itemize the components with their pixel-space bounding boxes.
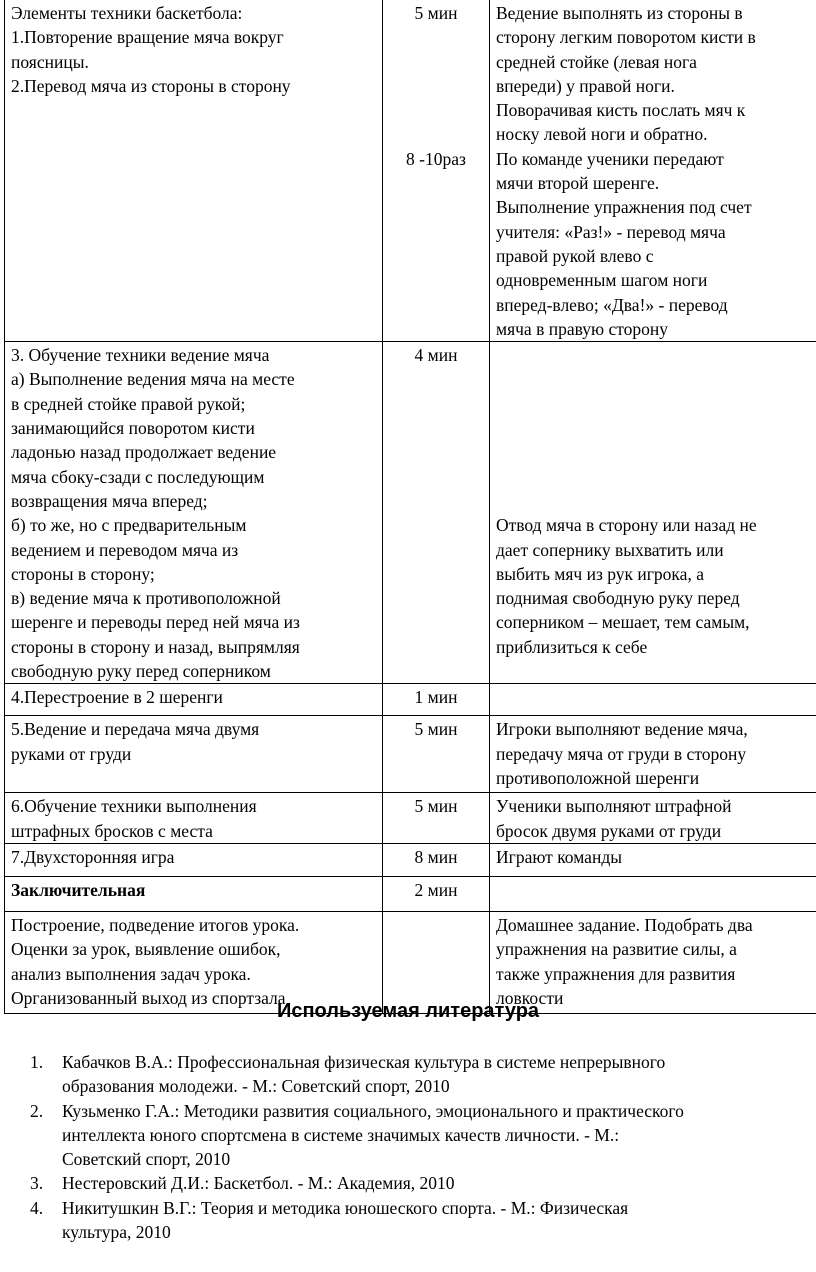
cell-line: Построение, подведение итогов урока. <box>11 914 300 935</box>
cell-line: Организованный выход из спортзала <box>11 987 286 1008</box>
list-item-line: Кузьменко Г.А.: Методики развития социального, эмоционального и практического <box>62 1100 684 1121</box>
cell-line: Оценки за урок, выявление ошибок, <box>11 939 281 960</box>
list-item-line: интеллекта юного спортсмена в системе значимых качеств личности. - М.: <box>62 1124 620 1145</box>
notes-cell <box>490 342 816 684</box>
table-row <box>5 342 816 684</box>
cell-line: поясницы. <box>11 51 89 72</box>
cell-line: бросок двумя руками от груди <box>496 820 722 841</box>
cell-line: соперником – мешает, тем самым, <box>496 612 750 633</box>
cell-line: руками от груди <box>11 743 132 764</box>
exercise-cell <box>5 684 383 716</box>
cell-line: правой рукой влево с <box>496 245 654 266</box>
exercise-cell <box>5 0 383 342</box>
duration-text: 5 мин <box>414 3 458 23</box>
section-cell <box>5 876 383 911</box>
cell-line: упражнения на развитие силы, а <box>496 939 737 960</box>
list-item-line: Советский спорт, 2010 <box>62 1149 231 1170</box>
exercise-cell <box>5 342 383 684</box>
cell-line: мячи второй шеренге. <box>496 173 660 194</box>
duration-text: 5 мин <box>414 796 458 817</box>
cell-line: приблизиться к себе <box>496 636 648 657</box>
list-item <box>24 1050 816 1099</box>
list-item <box>24 1171 816 1195</box>
cell-line: По команде ученики передают <box>496 148 724 169</box>
cell-line: ладонью назад продолжает ведение <box>11 442 277 463</box>
notes-cell <box>490 0 816 342</box>
table-row <box>5 793 816 844</box>
cell-line: а) Выполнение ведения мяча на месте <box>11 369 295 390</box>
duration-cell <box>383 342 490 684</box>
cell-line: также упражнения для развития <box>496 963 736 984</box>
duration-text: 1 мин <box>414 687 458 708</box>
cell-line: Элементы техники баскетбола: <box>11 3 243 23</box>
duration-cell <box>383 684 490 716</box>
cell-line: анализ выполнения задач урока. <box>11 963 251 984</box>
cell-line: Ведение выполнять из стороны в <box>496 3 743 23</box>
cell-line: поднимая свободную руку перед <box>496 588 740 609</box>
cell-line: Ученики выполняют штрафной <box>496 796 732 817</box>
cell-line: 4.Перестроение в 2 шеренги <box>11 687 223 708</box>
cell-line: вперед-влево; «Два!» - перевод <box>496 294 728 315</box>
cell-line: возвращения мяча вперед; <box>11 490 208 511</box>
cell-line: стороны в сторону и назад, выпрямляя <box>11 636 300 657</box>
list-item-line: образования молодежи. - М.: Советский спорт, 2010 <box>62 1076 450 1097</box>
cell-line: Играют команды <box>496 846 622 867</box>
cell-line: б) то же, но с предварительным <box>11 515 247 536</box>
cell-line: ловкости <box>496 987 564 1008</box>
cell-line: выбить мяч из рук игрока, а <box>496 563 704 584</box>
cell-line: противоположной шеренги <box>496 767 700 788</box>
cell-line: сторону легким поворотом кисти в <box>496 27 756 48</box>
cell-line: Выполнение упражнения под счет <box>496 197 752 218</box>
exercise-cell <box>5 843 383 876</box>
cell-line: занимающийся поворотом кисти <box>11 418 255 439</box>
cell-line: свободную руку перед соперником <box>11 661 271 682</box>
section-title: Заключительная <box>11 879 146 900</box>
table-row <box>5 876 816 911</box>
list-number: 2. <box>30 1100 44 1121</box>
list-item-line: Кабачков В.А.: Профессиональная физическая культура в системе непрерывного <box>62 1052 666 1072</box>
cell-line: ведением и переводом мяча из <box>11 539 239 560</box>
cell-line: 7.Двухсторонняя игра <box>11 846 175 867</box>
duration-cell <box>383 0 490 342</box>
exercise-cell <box>5 716 383 793</box>
duration-cell <box>383 793 490 844</box>
table-row <box>5 0 816 342</box>
duration-text: 2 мин <box>414 879 458 900</box>
cell-line: Домашнее задание. Подобрать два <box>496 914 753 935</box>
duration-text: 4 мин <box>414 345 458 366</box>
cell-line: стороны в сторону; <box>11 563 155 584</box>
duration-text: 5 мин <box>414 719 458 740</box>
cell-line: одновременным шагом ноги <box>496 270 708 291</box>
cell-line: передачу мяча от груди в сторону <box>496 743 747 764</box>
cell-line: дает сопернику выхватить или <box>496 539 724 560</box>
cell-line: учителя: «Раз!» - перевод мяча <box>496 221 726 242</box>
list-item-line: Нестеровский Д.И.: Баскетбол. - М.: Академия, 2010 <box>62 1173 455 1194</box>
list-item <box>24 1099 816 1172</box>
notes-cell <box>490 793 816 844</box>
exercise-cell <box>5 793 383 844</box>
cell-line: в) ведение мяча к противоположной <box>11 588 281 609</box>
cell-line: впереди) у правой ноги. <box>496 75 675 96</box>
list-item <box>24 1196 816 1245</box>
duration-cell <box>383 716 490 793</box>
cell-line: штрафных бросков с места <box>11 820 213 841</box>
cell-line: мяча сбоку-сзади с последующим <box>11 466 265 487</box>
list-number: 1. <box>30 1052 44 1072</box>
table-row <box>5 716 816 793</box>
cell-line: мяча в правую сторону <box>496 318 669 339</box>
table-row <box>5 843 816 876</box>
cell-line: Отвод мяча в сторону или назад не <box>496 515 757 536</box>
cell-line: Игроки выполняют ведение мяча, <box>496 719 748 740</box>
cell-line: средней стойке (левая нога <box>496 51 697 72</box>
literature-list <box>24 1050 816 1244</box>
notes-cell <box>490 876 816 911</box>
cell-line: 6.Обучение техники выполнения <box>11 796 257 817</box>
list-item-line: культура, 2010 <box>62 1222 171 1243</box>
table-row <box>5 684 816 716</box>
notes-cell <box>490 843 816 876</box>
list-number: 4. <box>30 1197 44 1218</box>
duration-cell <box>383 876 490 911</box>
cell-line: в средней стойке правой рукой; <box>11 393 246 414</box>
duration-cell <box>383 843 490 876</box>
notes-cell <box>490 684 816 716</box>
cell-line: носку левой ноги и обратно. <box>496 124 708 145</box>
list-item-line: Никитушкин В.Г.: Теория и методика юношеского спорта. - М.: Физическая <box>62 1197 629 1218</box>
repetitions-text: 8 -10раз <box>406 148 466 169</box>
cell-line: Поворачивая кисть послать мяч к <box>496 100 746 121</box>
cell-line: 3. Обучение техники ведение мяча <box>11 345 270 366</box>
cell-line: шеренге и переводы перед ней мяча из <box>11 612 300 633</box>
duration-text: 8 мин <box>414 846 458 867</box>
notes-cell <box>490 716 816 793</box>
cell-line: 2.Перевод мяча из стороны в сторону <box>11 75 291 96</box>
list-number: 3. <box>30 1173 44 1194</box>
literature-title: Используемая литература <box>276 1000 540 1022</box>
lesson-plan-table <box>4 0 816 1014</box>
cell-line: 5.Ведение и передача мяча двумя <box>11 719 260 740</box>
cell-line: 1.Повторение вращение мяча вокруг <box>11 27 284 48</box>
